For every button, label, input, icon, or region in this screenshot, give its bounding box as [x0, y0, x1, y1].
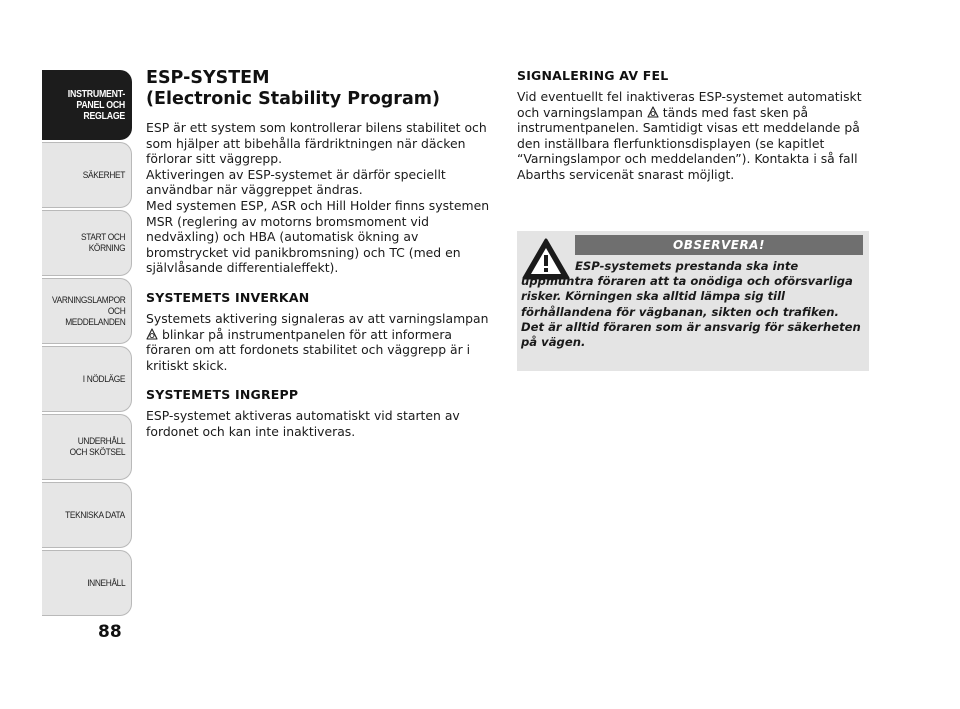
signalering-text-start: Vid eventuellt fel inaktiveras ESP-systemet automatiskt och varningslampan: [517, 89, 862, 120]
tab-tekniska-data[interactable]: [42, 482, 132, 548]
inverkan-text-start: Systemets aktivering signaleras av att varningslampan: [146, 310, 489, 326]
inverkan-text-end: blinkar på instrumentpanelen för att informera föraren om att fordonets stabilitet och väggrepp är i kritiskt skick.: [146, 326, 471, 373]
tab-underhall-och-skotsel[interactable]: [42, 414, 132, 480]
title-line-1: ESP-SYSTEM: [146, 68, 270, 88]
warning-box: [517, 231, 869, 371]
right-column: [517, 68, 867, 183]
tab-label: VARNINGSLAMPOR OCH MEDDELANDEN: [51, 294, 125, 328]
tab-label: TEKNISKA DATA: [65, 509, 125, 521]
ingrepp-paragraph: ESP-systemet aktiveras automatiskt vid starten av fordonet och kan inte inaktiveras.: [146, 408, 460, 439]
inverkan-paragraph: [146, 311, 494, 373]
tab-label: UNDERHÅLL OCH SKÖTSEL: [69, 436, 125, 458]
tab-instrumentpanel-och-reglage[interactable]: [42, 70, 132, 140]
tab-i-nodlage[interactable]: [42, 346, 132, 412]
esp-warning-lamp-icon: [146, 328, 158, 340]
left-column: [146, 68, 494, 440]
tab-label: INNEHÅLL: [86, 577, 125, 589]
tab-varningslampor-och-meddelanden[interactable]: [42, 278, 132, 344]
warning-title: OBSERVERA!: [575, 235, 863, 255]
section-heading-signalering: SIGNALERING AV FEL: [517, 68, 669, 83]
section-title: [146, 68, 494, 110]
tab-label: SÄKERHET: [82, 169, 125, 181]
intro-paragraph: ESP är ett system som kontrollerar bilens stabilitet och som hjälper att bibehålla färdriktningen när däcken förlorar sitt väggrepp.: [146, 120, 487, 167]
tab-start-och-korning[interactable]: [42, 210, 132, 276]
signalering-text-end: tänds med fast sken på instrumentpanelen. Samtidigt visas ett meddelande på den inställbara flerfunktionsdisplayen (se kapitlet “Varningslampor och meddelanden”). Kontakta i så fall Abarths servicenät snarast möjligt.: [517, 104, 860, 182]
warning-text: ESP-systemets prestanda ska inte uppmuntra föraren att ta onödiga och oförsvarliga risker. Körningen ska alltid lämpa sig till förhållandena för vägbanan, sikten och trafiken. Det är alltid föraren som är ansvarig för säkerheten på vägen.: [521, 259, 861, 350]
esp-warning-lamp-icon: [647, 106, 659, 118]
tab-sakerhet[interactable]: [42, 142, 132, 208]
signalering-paragraph: [517, 89, 867, 183]
section-heading-inverkan: SYSTEMETS INVERKAN: [146, 289, 310, 305]
activation-paragraph: Aktiveringen av ESP-systemet är därför speciellt användbar när väggreppet ändras.: [146, 166, 446, 198]
tab-label: I NÖDLÄGE: [82, 373, 125, 385]
tab-label: START OCH KÖRNING: [80, 232, 125, 254]
tab-innehall[interactable]: [42, 550, 132, 616]
section-heading-ingrepp: SYSTEMETS INGREPP: [146, 387, 299, 403]
systems-paragraph: Med systemen ESP, ASR och Hill Holder finns systemen MSR (reglering av motorns bromsmoment vid nedväxling) och HBA (automatisk ökning av bromstrycket vid panikbromsning) och TC (med en självlåsande differentialeffekt).: [146, 197, 490, 276]
tab-label: INSTRUMENT- PANEL OCH REGLAGE: [67, 88, 125, 122]
page-number: 88: [98, 622, 122, 642]
title-line-2: (Electronic Stability Program): [146, 89, 440, 109]
